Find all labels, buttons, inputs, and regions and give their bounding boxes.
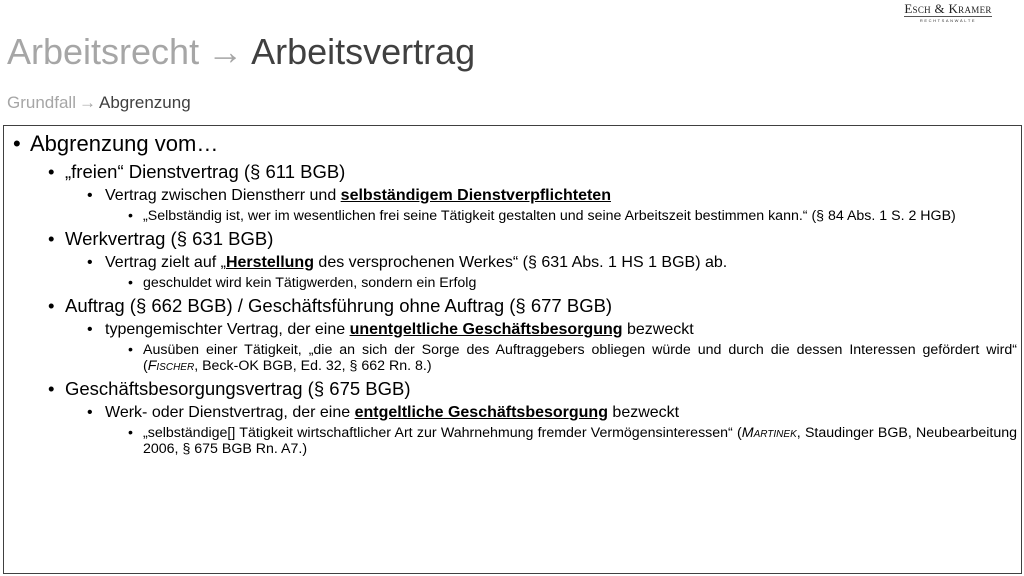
title-part2: Arbeitsvertrag [251, 31, 476, 72]
bullet-icon: • [13, 131, 21, 156]
list-item [4, 425, 1021, 457]
bullet-icon: • [128, 275, 133, 291]
firm-logo [904, 2, 992, 23]
bullet-icon: • [48, 295, 55, 316]
item-text: des versprochenen Werkes“ (§ 631 Abs. 1 HS 1 BGB) ab. [313, 254, 728, 271]
bullet-icon: • [128, 208, 133, 224]
list-item [4, 342, 1021, 374]
logo-name: Esch & Kramer [904, 1, 992, 16]
list-item [4, 186, 1021, 206]
item-text: bezweckt [622, 321, 694, 338]
section-title: „freien“ Dienstvertrag (§ 611 BGB) [65, 161, 346, 182]
list-item-section [4, 227, 1021, 250]
arrow-right-icon: → [78, 93, 96, 112]
list-item-section [4, 160, 1021, 183]
heading-text: Abgrenzung vom… [30, 131, 219, 156]
bullet-icon: • [87, 254, 93, 271]
item-text: , Staudinger BGB, Neubearbeitung 2006, § 675 BGB Rn. A7.) [143, 425, 1017, 457]
bullet-icon: • [48, 228, 55, 249]
breadcrumb [7, 92, 191, 114]
item-text: typengemischter Vertrag, der eine [105, 321, 350, 338]
content-box [3, 125, 1022, 574]
logo-divider [904, 16, 992, 17]
item-emphasis: selbständigem Dienstverpflichteten [340, 187, 611, 204]
list-item [4, 403, 1021, 423]
item-text: „Selbständig ist, wer im wesentlichen frei seine Tätigkeit gestalten und seine Arbeitszeit bestimmen kann.“ (§ 84 Abs. 1 S. 2 HGB) [143, 208, 956, 224]
item-emphasis: unentgeltliche Geschäftsbesorgung [349, 321, 623, 338]
bullet-icon: • [128, 425, 133, 441]
item-emphasis: Herstellung [225, 254, 314, 271]
item-text: Werk- oder Dienstvertrag, der eine [105, 404, 355, 421]
bullet-icon: • [128, 342, 133, 358]
breadcrumb-part1: Grundfall [7, 93, 76, 112]
bullet-icon: • [48, 161, 55, 182]
content-list [4, 131, 1021, 457]
list-item-section [4, 294, 1021, 317]
item-text: geschuldet wird kein Tätigwerden, sondern ein Erfolg [143, 275, 477, 291]
list-item-heading [4, 131, 1021, 157]
bullet-icon: • [87, 404, 93, 421]
bullet-icon: • [87, 187, 93, 204]
section-title: Geschäftsbesorgungsvertrag (§ 675 BGB) [65, 378, 411, 399]
item-text: Vertrag zwischen Dienstherr und [105, 187, 341, 204]
list-item [4, 275, 1021, 291]
list-item [4, 320, 1021, 340]
author-name: Fischer [147, 358, 195, 374]
section-title: Werkvertrag (§ 631 BGB) [65, 228, 274, 249]
item-text: Ausüben einer Tätigkeit, „die an sich der Sorge des Auftraggebers obliegen würde und durch die dessen Interessen gefördert wird“ ( [143, 342, 1017, 374]
logo-subtitle: RECHTSANWÄLTE [919, 18, 977, 23]
item-text: Vertrag zielt auf „ [105, 254, 226, 271]
item-emphasis: entgeltliche Geschäftsbesorgung [354, 404, 608, 421]
list-item-section [4, 377, 1021, 400]
bullet-icon: • [87, 321, 93, 338]
page-title [7, 30, 475, 74]
breadcrumb-part2: Abgrenzung [98, 93, 191, 112]
list-item [4, 208, 1021, 224]
arrow-right-icon: → [207, 31, 244, 72]
item-text: bezweckt [607, 404, 680, 421]
section-title: Auftrag (§ 662 BGB) / Geschäftsführung ohne Auftrag (§ 677 BGB) [65, 295, 613, 316]
item-text: „selbständige[] Tätigkeit wirtschaftlicher Art zur Wahrnehmung fremder Vermögensinteressen“ ( [143, 425, 742, 441]
author-name: Martinek [741, 425, 797, 441]
bullet-icon: • [48, 378, 55, 399]
list-item [4, 253, 1021, 273]
title-part1: Arbeitsrecht [7, 31, 200, 72]
item-text: , Beck-OK BGB, Ed. 32, § 662 Rn. 8.) [194, 358, 432, 374]
